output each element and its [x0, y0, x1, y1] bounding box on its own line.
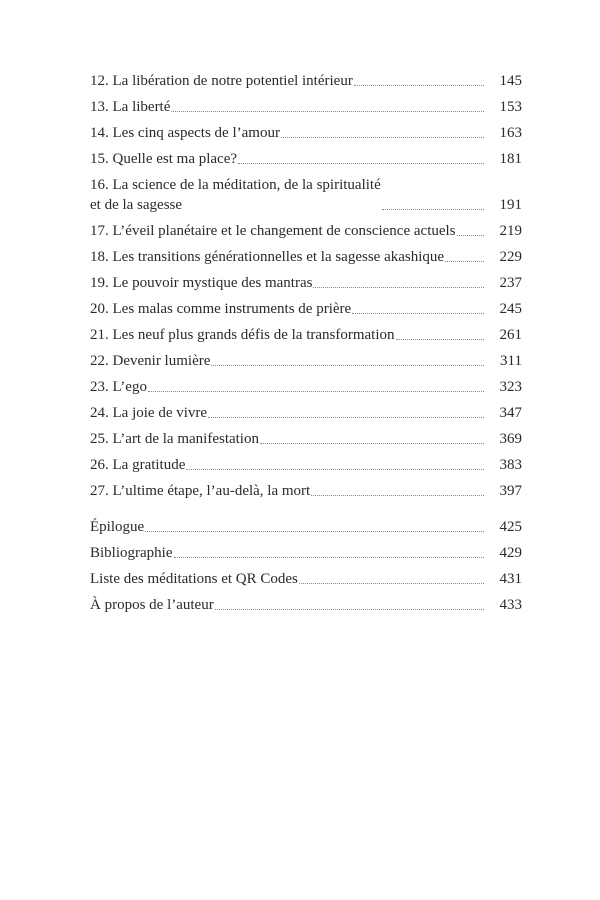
toc-entry-page: 397 — [499, 483, 522, 499]
dot-leader — [313, 287, 484, 288]
dot-leader — [215, 609, 484, 610]
dot-leader — [382, 209, 484, 210]
toc-entry-title — [90, 175, 381, 215]
dot-leader — [299, 583, 484, 584]
toc-entry — [90, 299, 522, 319]
toc-entry-title: 26. La gratitude — [90, 457, 186, 473]
toc-entry — [90, 273, 522, 293]
toc-entry — [90, 351, 522, 371]
toc-entry-title-line1: 16. La science de la méditation, de la spiritualité — [90, 177, 381, 193]
toc-entry-page: 145 — [499, 73, 522, 89]
toc-entry — [90, 595, 522, 615]
toc-entry-page: 163 — [499, 125, 522, 141]
dot-leader — [238, 163, 484, 164]
toc-entry-title: 17. L’éveil planétaire et le changement de conscience actuels — [90, 223, 456, 239]
dot-leader — [445, 261, 484, 262]
toc-entry-page: 347 — [499, 405, 522, 421]
toc-entry-title: 25. L’art de la manifestation — [90, 431, 259, 447]
toc-entry-title: 15. Quelle est ma place? — [90, 151, 238, 167]
toc-entry-page: 369 — [499, 431, 522, 447]
toc-entry-title: 18. Les transitions générationnelles et la sagesse akashique — [90, 249, 445, 265]
toc-entry — [90, 481, 522, 501]
toc-entry-title: 13. La liberté — [90, 99, 171, 115]
dot-leader — [396, 339, 484, 340]
dot-leader — [457, 235, 484, 236]
dot-leader — [211, 365, 484, 366]
toc-entry — [90, 403, 522, 423]
dot-leader — [260, 443, 484, 444]
toc-entry-title: 14. Les cinq aspects de l’amour — [90, 125, 280, 141]
dot-leader — [145, 531, 484, 532]
toc-entry-title: Liste des méditations et QR Codes — [90, 571, 298, 587]
toc-entry — [90, 97, 522, 117]
dot-leader — [352, 313, 484, 314]
toc-entry-page: 429 — [499, 545, 522, 561]
toc-entry-title: 21. Les neuf plus grands défis de la transformation — [90, 327, 395, 343]
toc-entry — [90, 543, 522, 563]
toc-entry-title: 27. L’ultime étape, l’au-delà, la mort — [90, 483, 311, 499]
toc-entry — [90, 569, 522, 589]
toc-entry-page: 431 — [499, 571, 522, 587]
dot-leader — [281, 137, 484, 138]
dot-leader — [186, 469, 484, 470]
toc-entry — [90, 149, 522, 169]
toc-entry — [90, 325, 522, 345]
toc-entry — [90, 429, 522, 449]
toc-entry — [90, 175, 522, 215]
toc-entry — [90, 247, 522, 267]
toc-entry-page: 237 — [499, 275, 522, 291]
dot-leader — [174, 557, 485, 558]
toc-entry-title: Épilogue — [90, 519, 145, 535]
toc-entry-page: 323 — [499, 379, 522, 395]
toc-entry — [90, 517, 522, 537]
toc-entry — [90, 377, 522, 397]
toc-entry-title: 24. La joie de vivre — [90, 405, 208, 421]
dot-leader — [354, 85, 484, 86]
toc-entry — [90, 221, 522, 241]
toc-entry — [90, 455, 522, 475]
toc-entry-page: 425 — [499, 519, 522, 535]
toc-entry-title: Bibliographie — [90, 545, 173, 561]
toc-entry-page: 229 — [499, 249, 522, 265]
table-of-contents — [90, 71, 522, 621]
toc-entry-page: 245 — [499, 301, 522, 317]
toc-entry-page: 153 — [499, 99, 522, 115]
toc-entry-page: 191 — [499, 197, 522, 213]
toc-entry-title: 19. Le pouvoir mystique des mantras — [90, 275, 313, 291]
toc-entry-page: 219 — [499, 223, 522, 239]
toc-entry-title: 20. Les malas comme instruments de prière — [90, 301, 352, 317]
toc-entry-title-line2: et de la sagesse — [90, 197, 183, 213]
toc-entry-title: 22. Devenir lumière — [90, 353, 211, 369]
dot-leader — [171, 111, 484, 112]
toc-entry-page: 311 — [500, 353, 522, 369]
dot-leader — [311, 495, 484, 496]
dot-leader — [148, 391, 484, 392]
toc-entry-page: 383 — [499, 457, 522, 473]
toc-entry-page: 261 — [499, 327, 522, 343]
toc-entry-title: 12. La libération de notre potentiel intérieur — [90, 73, 353, 89]
dot-leader — [208, 417, 484, 418]
toc-entry-page: 433 — [499, 597, 522, 613]
section-gap — [90, 507, 522, 517]
toc-entry — [90, 123, 522, 143]
toc-entry-title: À propos de l’auteur — [90, 597, 214, 613]
toc-entry — [90, 71, 522, 91]
toc-entry-page: 181 — [499, 151, 522, 167]
toc-entry-title: 23. L’ego — [90, 379, 147, 395]
